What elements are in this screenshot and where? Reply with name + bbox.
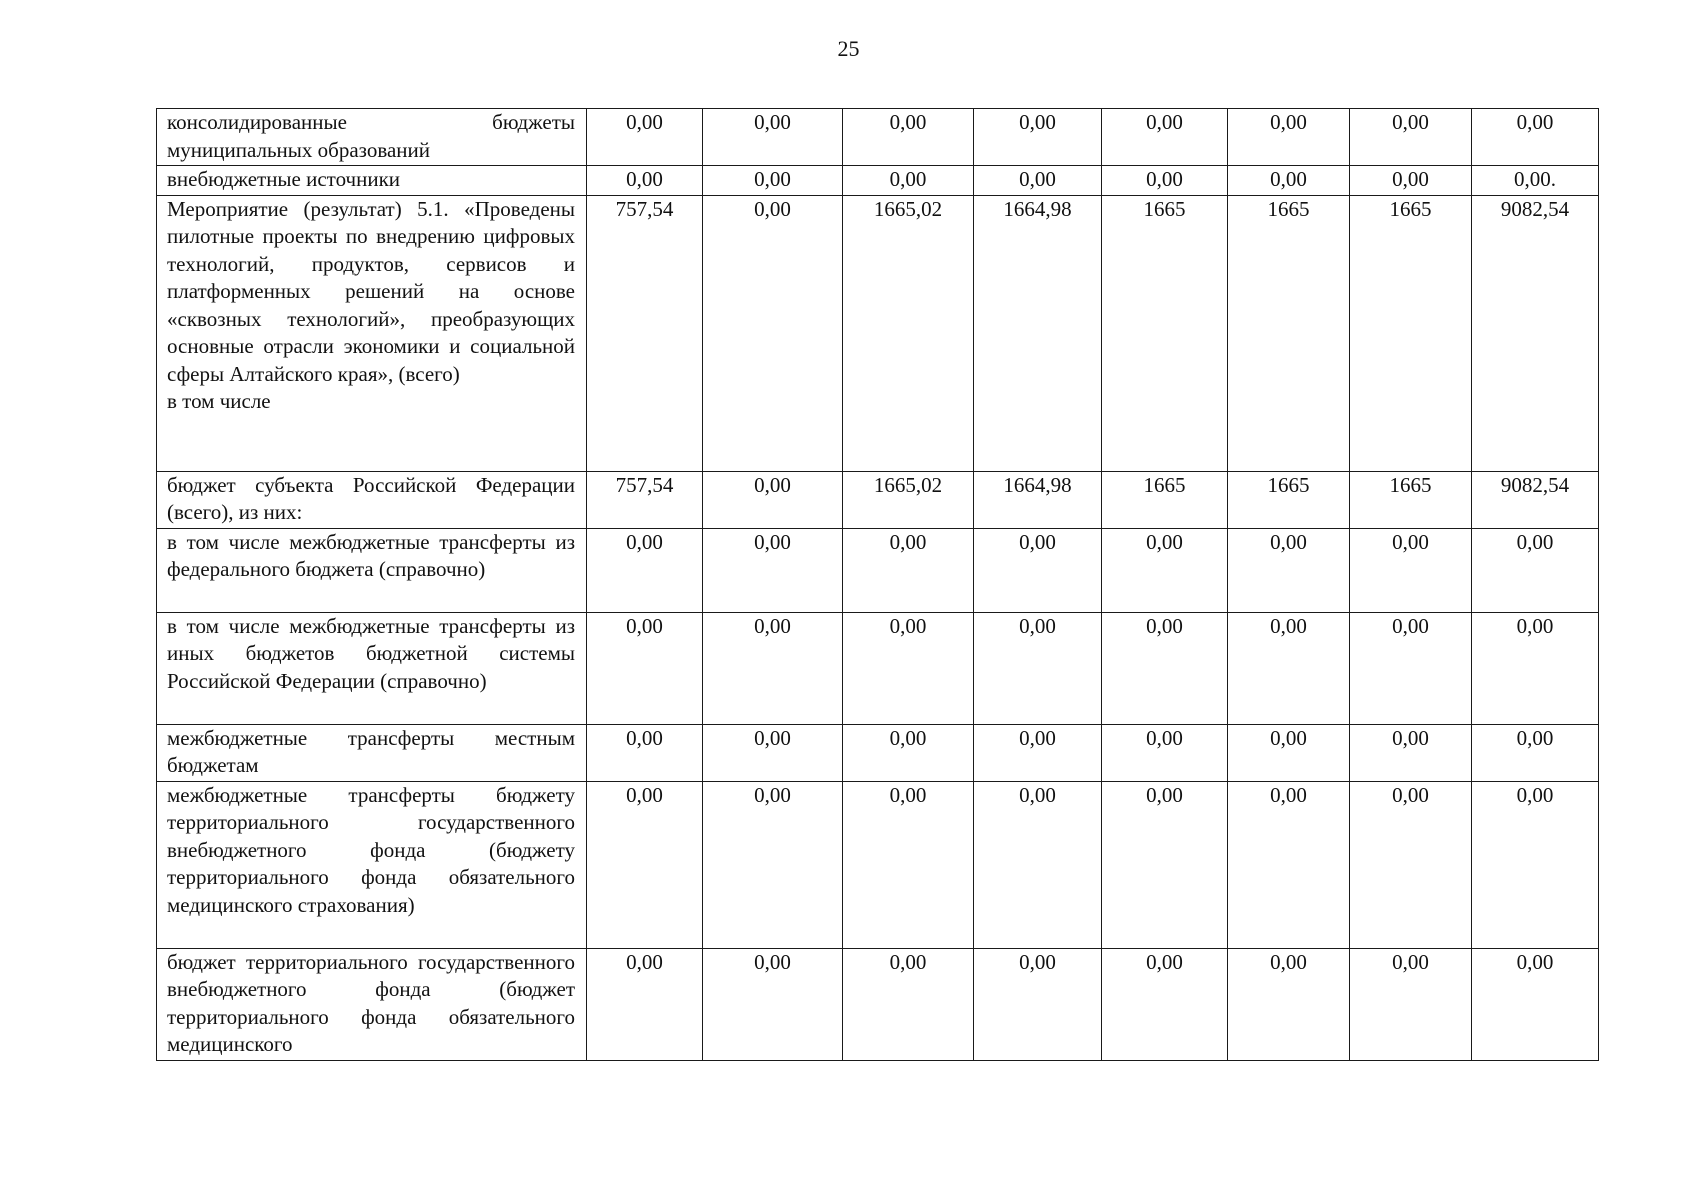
value-cell: 0,00 bbox=[1228, 166, 1350, 196]
value-cell: 0,00 bbox=[1102, 109, 1228, 166]
value-cell: 0,00 bbox=[974, 724, 1102, 781]
value-cell: 0,00 bbox=[703, 166, 843, 196]
table-row bbox=[157, 166, 1599, 196]
value-cell: 0,00 bbox=[1472, 109, 1599, 166]
value-cell: 0,00 bbox=[1102, 724, 1228, 781]
table-row bbox=[157, 528, 1599, 612]
value-cell: 0,00 bbox=[703, 528, 843, 612]
row-label bbox=[157, 195, 587, 471]
value-cell: 1665 bbox=[1228, 471, 1350, 528]
value-cell: 0,00 bbox=[1102, 612, 1228, 724]
value-cell: 1664,98 bbox=[974, 471, 1102, 528]
budget-table bbox=[156, 108, 1599, 1061]
value-cell: 0,00 bbox=[974, 528, 1102, 612]
value-cell: 0,00 bbox=[587, 724, 703, 781]
row-label: бюджет территориального государственного внебюджетного фонда (бюджет территориального фонда обязательного медицинского bbox=[157, 948, 587, 1060]
value-cell: 1665 bbox=[1350, 471, 1472, 528]
value-cell: 0,00 bbox=[974, 948, 1102, 1060]
value-cell: 0,00 bbox=[1102, 781, 1228, 948]
row-label: бюджет субъекта Российской Федерации (всего), из них: bbox=[157, 471, 587, 528]
value-cell: 0,00 bbox=[587, 109, 703, 166]
row-label: консолидированные бюджеты муниципальных образований bbox=[157, 109, 587, 166]
value-cell: 1665 bbox=[1228, 195, 1350, 471]
value-cell: 0,00. bbox=[1472, 166, 1599, 196]
value-cell: 1665 bbox=[1102, 471, 1228, 528]
table-row bbox=[157, 781, 1599, 948]
table-row bbox=[157, 109, 1599, 166]
value-cell: 757,54 bbox=[587, 195, 703, 471]
value-cell: 0,00 bbox=[1102, 528, 1228, 612]
value-cell: 0,00 bbox=[703, 948, 843, 1060]
value-cell: 0,00 bbox=[1472, 948, 1599, 1060]
value-cell: 0,00 bbox=[587, 166, 703, 196]
value-cell: 0,00 bbox=[974, 109, 1102, 166]
value-cell: 0,00 bbox=[1102, 948, 1228, 1060]
value-cell: 0,00 bbox=[974, 166, 1102, 196]
value-cell: 0,00 bbox=[1350, 724, 1472, 781]
value-cell: 0,00 bbox=[1228, 948, 1350, 1060]
value-cell: 9082,54 bbox=[1472, 471, 1599, 528]
value-cell: 0,00 bbox=[703, 471, 843, 528]
value-cell: 0,00 bbox=[587, 528, 703, 612]
value-cell: 0,00 bbox=[1228, 528, 1350, 612]
value-cell: 0,00 bbox=[1350, 612, 1472, 724]
value-cell: 0,00 bbox=[587, 948, 703, 1060]
value-cell: 0,00 bbox=[1350, 166, 1472, 196]
row-label: в том числе межбюджетные трансферты из федерального бюджета (справочно) bbox=[157, 528, 587, 612]
value-cell: 0,00 bbox=[974, 612, 1102, 724]
row-label: межбюджетные трансферты местным бюджетам bbox=[157, 724, 587, 781]
value-cell: 0,00 bbox=[1102, 166, 1228, 196]
value-cell: 0,00 bbox=[1472, 612, 1599, 724]
value-cell: 0,00 bbox=[703, 781, 843, 948]
value-cell: 0,00 bbox=[1350, 781, 1472, 948]
value-cell: 0,00 bbox=[843, 781, 974, 948]
table-row bbox=[157, 948, 1599, 1060]
row-label: в том числе межбюджетные трансферты из иных бюджетов бюджетной системы Российской Федерации (справочно) bbox=[157, 612, 587, 724]
value-cell: 0,00 bbox=[843, 948, 974, 1060]
row-label: межбюджетные трансферты бюджету территориального государственного внебюджетного фонда (бюджету территориального фонда обязательного медицинского страхования) bbox=[157, 781, 587, 948]
value-cell: 0,00 bbox=[843, 166, 974, 196]
value-cell: 1665,02 bbox=[843, 471, 974, 528]
page-number: 25 bbox=[837, 36, 860, 61]
value-cell: 0,00 bbox=[1350, 109, 1472, 166]
value-cell: 0,00 bbox=[1228, 612, 1350, 724]
value-cell: 0,00 bbox=[1472, 781, 1599, 948]
row-label: внебюджетные источники bbox=[157, 166, 587, 196]
value-cell: 0,00 bbox=[587, 612, 703, 724]
value-cell: 1665 bbox=[1102, 195, 1228, 471]
value-cell: 0,00 bbox=[843, 724, 974, 781]
value-cell: 0,00 bbox=[1228, 781, 1350, 948]
value-cell: 1665 bbox=[1350, 195, 1472, 471]
value-cell: 0,00 bbox=[843, 612, 974, 724]
value-cell: 0,00 bbox=[843, 109, 974, 166]
value-cell: 0,00 bbox=[587, 781, 703, 948]
value-cell: 0,00 bbox=[703, 195, 843, 471]
value-cell: 0,00 bbox=[1472, 528, 1599, 612]
table-row bbox=[157, 195, 1599, 471]
value-cell: 0,00 bbox=[703, 724, 843, 781]
value-cell: 0,00 bbox=[974, 781, 1102, 948]
value-cell: 9082,54 bbox=[1472, 195, 1599, 471]
value-cell: 0,00 bbox=[1350, 528, 1472, 612]
value-cell: 1664,98 bbox=[974, 195, 1102, 471]
table-row bbox=[157, 612, 1599, 724]
value-cell: 0,00 bbox=[703, 109, 843, 166]
value-cell: 0,00 bbox=[1472, 724, 1599, 781]
table-row bbox=[157, 724, 1599, 781]
row-label-extra: в том числе bbox=[167, 389, 271, 413]
row-label-main: Мероприятие (результат) 5.1. «Проведены пилотные проекты по внедрению цифровых технологий, продуктов, сервисов и платформенных решений на основе «сквозных технологий», преобразующих основные отрасли экономики и социальной сферы Алтайского края», (всего) bbox=[167, 196, 575, 386]
value-cell: 0,00 bbox=[1350, 948, 1472, 1060]
value-cell: 757,54 bbox=[587, 471, 703, 528]
value-cell: 0,00 bbox=[1228, 724, 1350, 781]
value-cell: 0,00 bbox=[1228, 109, 1350, 166]
value-cell: 0,00 bbox=[843, 528, 974, 612]
value-cell: 1665,02 bbox=[843, 195, 974, 471]
table-row bbox=[157, 471, 1599, 528]
value-cell: 0,00 bbox=[703, 612, 843, 724]
